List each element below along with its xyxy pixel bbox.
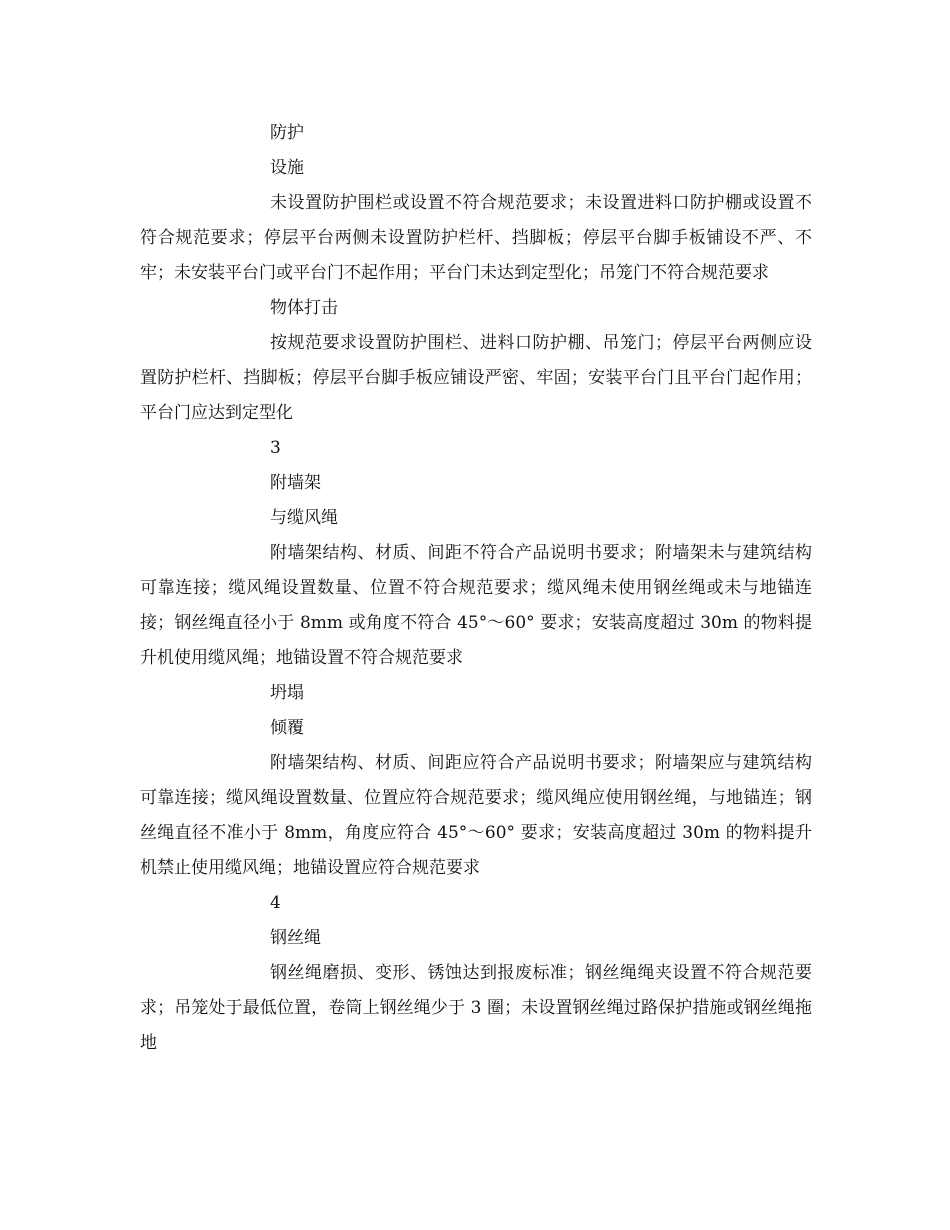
paragraph-wire-rope-issues: 钢丝绳磨损、变形、锈蚀达到报废标准；钢丝绳绳夹设置不符合规范要求；吊笼处于最低位置，卷筒上钢丝绳少于 3 圈；未设置钢丝绳过路保护措施或钢丝绳拖地	[140, 963, 812, 1053]
cell-label-collapse: 坍塌	[270, 683, 304, 703]
paragraph-protection-measures: 按规范要求设置防护围栏、进料口防护棚、吊笼门；停层平台两侧应设置防护栏杆、挡脚板；停层平台脚手板应铺设严密、牢固；安装平台门且平台门起作用；平台门应达到定型化	[140, 333, 812, 423]
cell-label-protection: 防护	[270, 123, 304, 143]
cell-label-wall-bracket: 附墙架	[270, 473, 321, 493]
paragraph-bracket-issues: 附墙架结构、材质、间距不符合产品说明书要求；附墙架未与建筑结构可靠连接；缆风绳设置数量、位置不符合规范要求；缆风绳未使用钢丝绳或未与地锚连接；钢丝绳直径小于 8mm 或角度不符合 45°～60° 要求；安装高度超过 30m 的物料提升机使用缆风绳；地锚设置不符合规范要求	[140, 543, 812, 668]
item-number-4: 4	[270, 893, 281, 913]
cell-label-guy-rope: 与缆风绳	[270, 508, 338, 528]
paragraph-protection-issues: 未设置防护围栏或设置不符合规范要求；未设置进料口防护棚或设置不符合规范要求；停层平台两侧未设置防护栏杆、挡脚板；停层平台脚手板铺设不严、不牢；未安装平台门或平台门不起作用；平台门未达到定型化；吊笼门不符合规范要求	[140, 193, 812, 283]
cell-label-object-strike: 物体打击	[270, 298, 338, 318]
cell-label-overturn: 倾覆	[270, 718, 304, 738]
document-body	[140, 116, 812, 1061]
cell-label-wire-rope: 钢丝绳	[270, 928, 321, 948]
paragraph-bracket-measures: 附墙架结构、材质、间距应符合产品说明书要求；附墙架应与建筑结构可靠连接；缆风绳设置数量、位置应符合规范要求；缆风绳应使用钢丝绳，与地锚连；钢丝绳直径不准小于 8mm，角度应符合 45°～60° 要求；安装高度超过 30m 的物料提升机禁止使用缆风绳；地锚设置应符合规范要求	[140, 753, 812, 878]
cell-label-facility: 设施	[270, 158, 304, 178]
item-number-3: 3	[270, 438, 281, 458]
